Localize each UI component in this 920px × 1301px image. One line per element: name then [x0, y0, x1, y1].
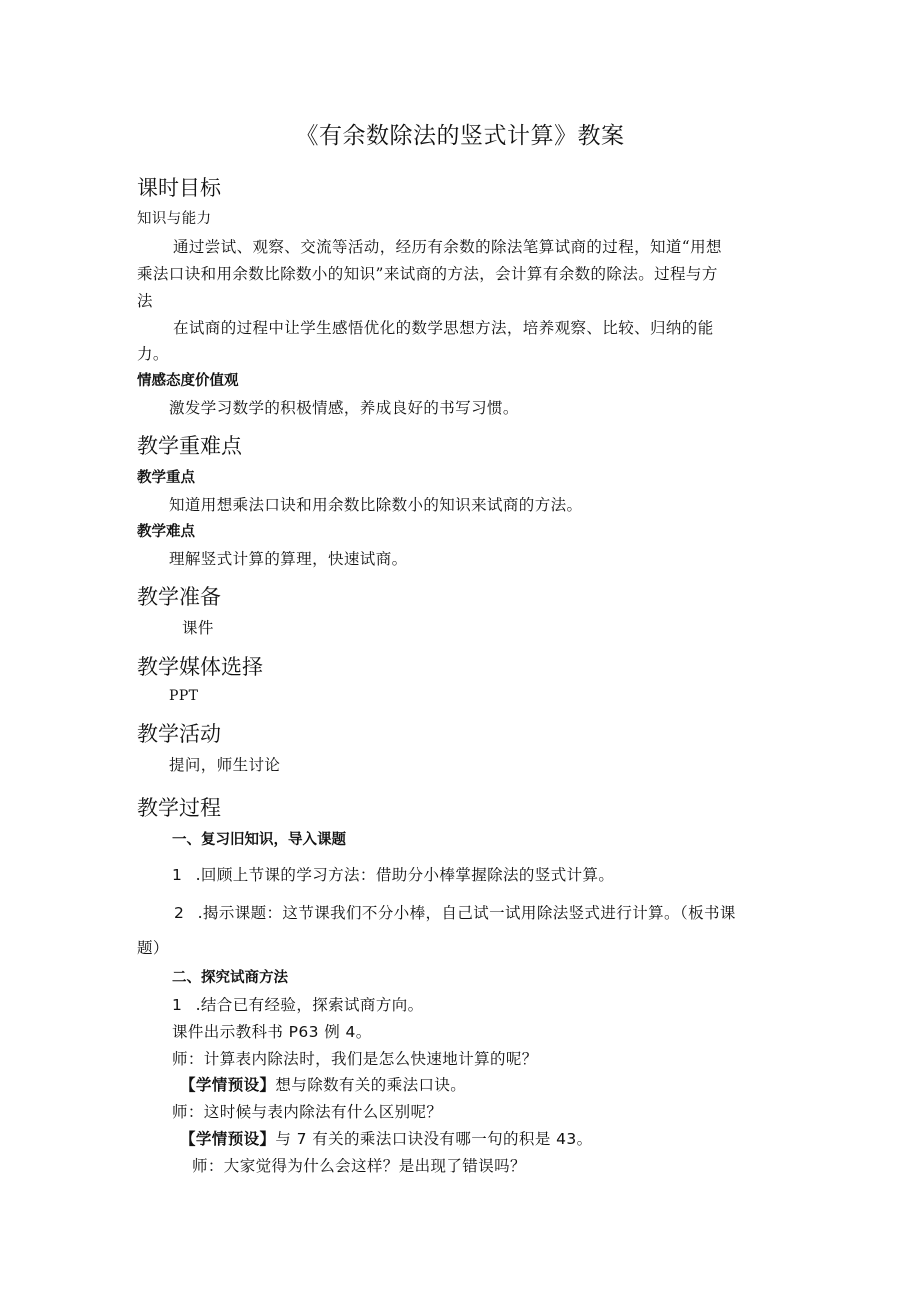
text-span: P63: [288, 1023, 319, 1041]
text-span: 与: [275, 1130, 292, 1148]
part-heading-review: 一、复习旧知识，导入课题: [172, 832, 346, 848]
paragraph-line: PPT: [169, 688, 199, 704]
text-span: 。: [355, 1023, 372, 1041]
paragraph-line: 通过尝试、观察、交流等活动，经历有余数的除法笔算试商的过程，知道“用想: [173, 238, 722, 256]
list-item: [172, 863, 614, 885]
paragraph-line: 课件: [182, 619, 214, 637]
text-span: 例: [324, 1023, 341, 1041]
document-title: 《有余数除法的竖式计算》教案: [295, 123, 625, 149]
paragraph-line: 法: [137, 292, 153, 310]
section-heading-key-points: 教学重难点: [137, 434, 242, 458]
preset-label: 【学情预设】: [180, 1130, 276, 1148]
item-number: 1: [172, 866, 183, 884]
preset-label: 【学情预设】: [180, 1076, 276, 1094]
paragraph-line: 师：计算表内除法时，我们是怎么快速地计算的呢？: [172, 1050, 538, 1068]
subheading-knowledge: 知识与能力: [137, 211, 212, 227]
paragraph-line: 力。: [137, 345, 169, 363]
part-heading-explore: 二、探究试商方法: [172, 970, 288, 986]
paragraph-line: 知道用想乘法口诀和用余数比除数小的知识来试商的方法。: [169, 496, 583, 514]
item-number: 2: [174, 904, 185, 922]
text-span: 4: [345, 1023, 356, 1041]
section-heading-media: 教学媒体选择: [137, 655, 263, 679]
subheading-key-point: 教学重点: [137, 470, 195, 486]
paragraph-line: 题）: [137, 939, 169, 957]
section-heading-objectives: 课时目标: [137, 176, 221, 200]
list-item: [172, 993, 424, 1015]
section-heading-process: 教学过程: [137, 796, 221, 820]
paragraph-line: 师：这时候与表内除法有什么区别呢？: [172, 1103, 443, 1121]
paragraph-line: 师：大家觉得为什么会这样？是出现了错误吗？: [192, 1157, 526, 1175]
paragraph-line: [180, 1073, 466, 1095]
paragraph-line: 理解竖式计算的算理，快速试商。: [169, 550, 408, 568]
subheading-emotion: 情感态度价值观: [137, 373, 239, 389]
text-span: 课件出示教科书: [172, 1023, 284, 1041]
text-span: 7: [296, 1130, 307, 1148]
paragraph-line: 乘法口诀和用余数比除数小的知识”来试商的方法，会计算有余数的除法。过程与方: [137, 265, 718, 283]
paragraph-line: 在试商的过程中让学生感悟优化的数学思想方法，培养观察、比较、归纳的能: [173, 319, 714, 337]
text-span: 43: [556, 1130, 577, 1148]
text-span: 。: [576, 1130, 593, 1148]
item-text: .回顾上节课的学习方法：借助分小棒掌握除法的竖式计算。: [195, 866, 615, 884]
paragraph-line: 提问，师生讨论: [169, 756, 281, 774]
item-text: .结合已有经验，探索试商方向。: [195, 996, 424, 1014]
subheading-difficulty: 教学难点: [137, 524, 195, 540]
section-heading-preparation: 教学准备: [137, 585, 221, 609]
text-span: 有关的乘法口诀没有哪一句的积是: [312, 1130, 551, 1148]
section-heading-activities: 教学活动: [137, 722, 221, 746]
paragraph-line: 激发学习数学的积极情感，养成良好的书写习惯。: [169, 399, 519, 417]
item-number: 1: [172, 996, 183, 1014]
item-text: .揭示课题：这节课我们不分小棒，自己试一试用除法竖式进行计算。（板书课: [197, 904, 736, 922]
list-item: [174, 901, 736, 923]
paragraph-line: [172, 1020, 372, 1042]
paragraph-line: [180, 1127, 593, 1149]
text-span: 想与除数有关的乘法口诀。: [275, 1076, 467, 1094]
